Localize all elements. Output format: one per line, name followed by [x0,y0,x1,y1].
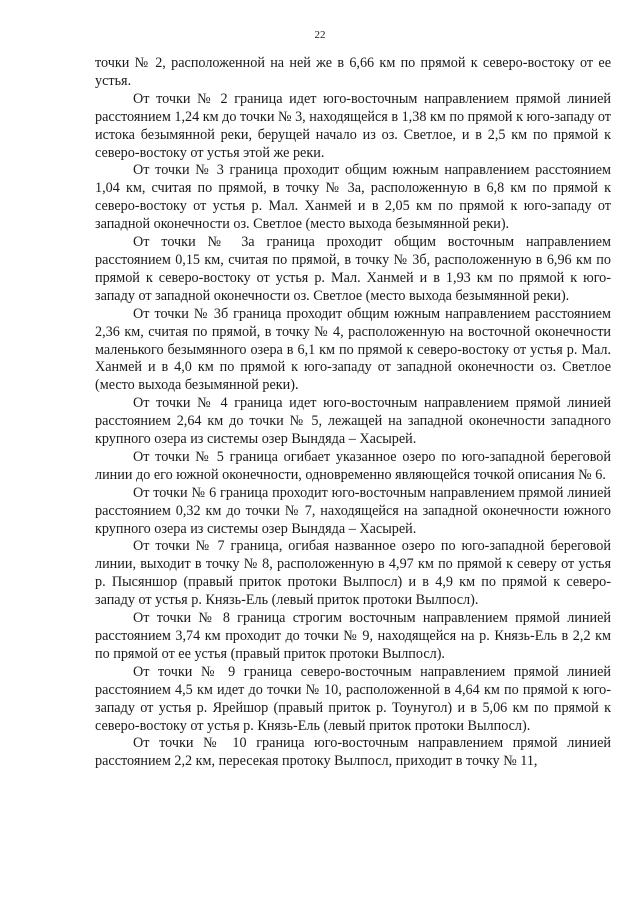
paragraph-point-9: От точки № 9 граница северо-восточным направлением прямой линией расстоянием 4,5 км идет до точки № 10, расположенной в 4,64 км по прямой к юго-западу от устья р. Ярейшор (правый приток р. Тоунугол) и в 5,06 км по прямой к северо-востоку от устья р. Князь-Ель (левый приток протоки Вылпосл). [95,663,611,734]
document-body [95,55,611,771]
paragraph-continuation: точки № 2, расположенной на ней же в 6,66 км по прямой к северо-востоку от ее устья. [95,55,611,89]
page-number: 22 [314,29,326,41]
paragraph-point-5: От точки № 5 граница огибает указанное озеро по юго-западной береговой линии до его южной оконечности, одновременно являющейся точкой описания № 6. [95,448,611,483]
paragraph-point-8: От точки № 8 граница строгим восточным направлением прямой линией расстоянием 3,74 км проходит до точки № 9, находящейся на р. Князь-Ель в 2,2 км по прямой от ее устья (правый приток протоки Вылпосл). [95,610,611,662]
paragraph-point-6: От точки № 6 граница проходит юго-восточным направлением прямой линией расстоянием 0,32 км до точки № 7, находящейся на западной оконечности южного крупного озера из системы озер Вындяда – Хасырей. [95,484,611,537]
paragraph-point-3a: От точки № 3а граница проходит общим восточным направлением расстоянием 0,15 км, считая по прямой, в точку № 3б, расположенную в 6,96 км по прямой к северо-востоку от устья р. Мал. Ханмей и в 1,93 км по прямой к юго-западу от западной оконечности оз. Светлое (место выхода безымянной реки). [95,234,611,304]
paragraph-point-10: От точки № 10 граница юго-восточным направлением прямой линией расстоянием 2,2 км, пересекая протоку Вылпосл, приходит в точку № 11, [95,735,611,770]
paragraph-point-3: От точки № 3 граница проходит общим южным направлением расстоянием 1,04 км, считая по прямой, в точку № 3а, расположенную в 6,8 км по прямой к северо-востоку от устья р. Мал. Ханмей и в 2,05 км по прямой к юго-западу от западной оконечности оз. Светлое (место выхода безымянной реки). [95,162,611,233]
paragraph-point-7: От точки № 7 граница, огибая названное озеро по юго-западной береговой линии, выходит в точку № 8, расположенную в 4,97 км по прямой к северу от устья р. Пысяншор (правый приток протоки Вылпосл) и в 4,9 км по прямой к северо-западу от устья р. Князь-Ель (левый приток протоки Вылпосл). [95,538,611,609]
paragraph-point-3b: От точки № 3б граница проходит общим южным направлением расстоянием 2,36 км, считая по прямой, в точку № 4, расположенную на восточной оконечности маленького безымянного озера в 6,1 км по прямой к северо-востоку от устья р. Мал. Ханмей и в 4,0 км по прямой к юго-западу от западной оконечности оз. Светлое (место выхода безымянной реки). [95,305,611,394]
paragraph-point-2: От точки № 2 граница идет юго-восточным направлением прямой линией расстоянием 1,24 км до точки № 3, находящейся в 1,38 км по прямой к юго-западу от истока безымянной реки, берущей начало из оз. Светлое, и в 2,5 км по прямой к северо-востоку от устья этой же реки. [95,90,611,161]
paragraph-point-4: От точки № 4 граница идет юго-восточным направлением прямой линией расстоянием 2,64 км до точки № 5, лежащей на западной оконечности западного крупного озера из системы озер Вындяда – Хасырей. [95,395,611,448]
